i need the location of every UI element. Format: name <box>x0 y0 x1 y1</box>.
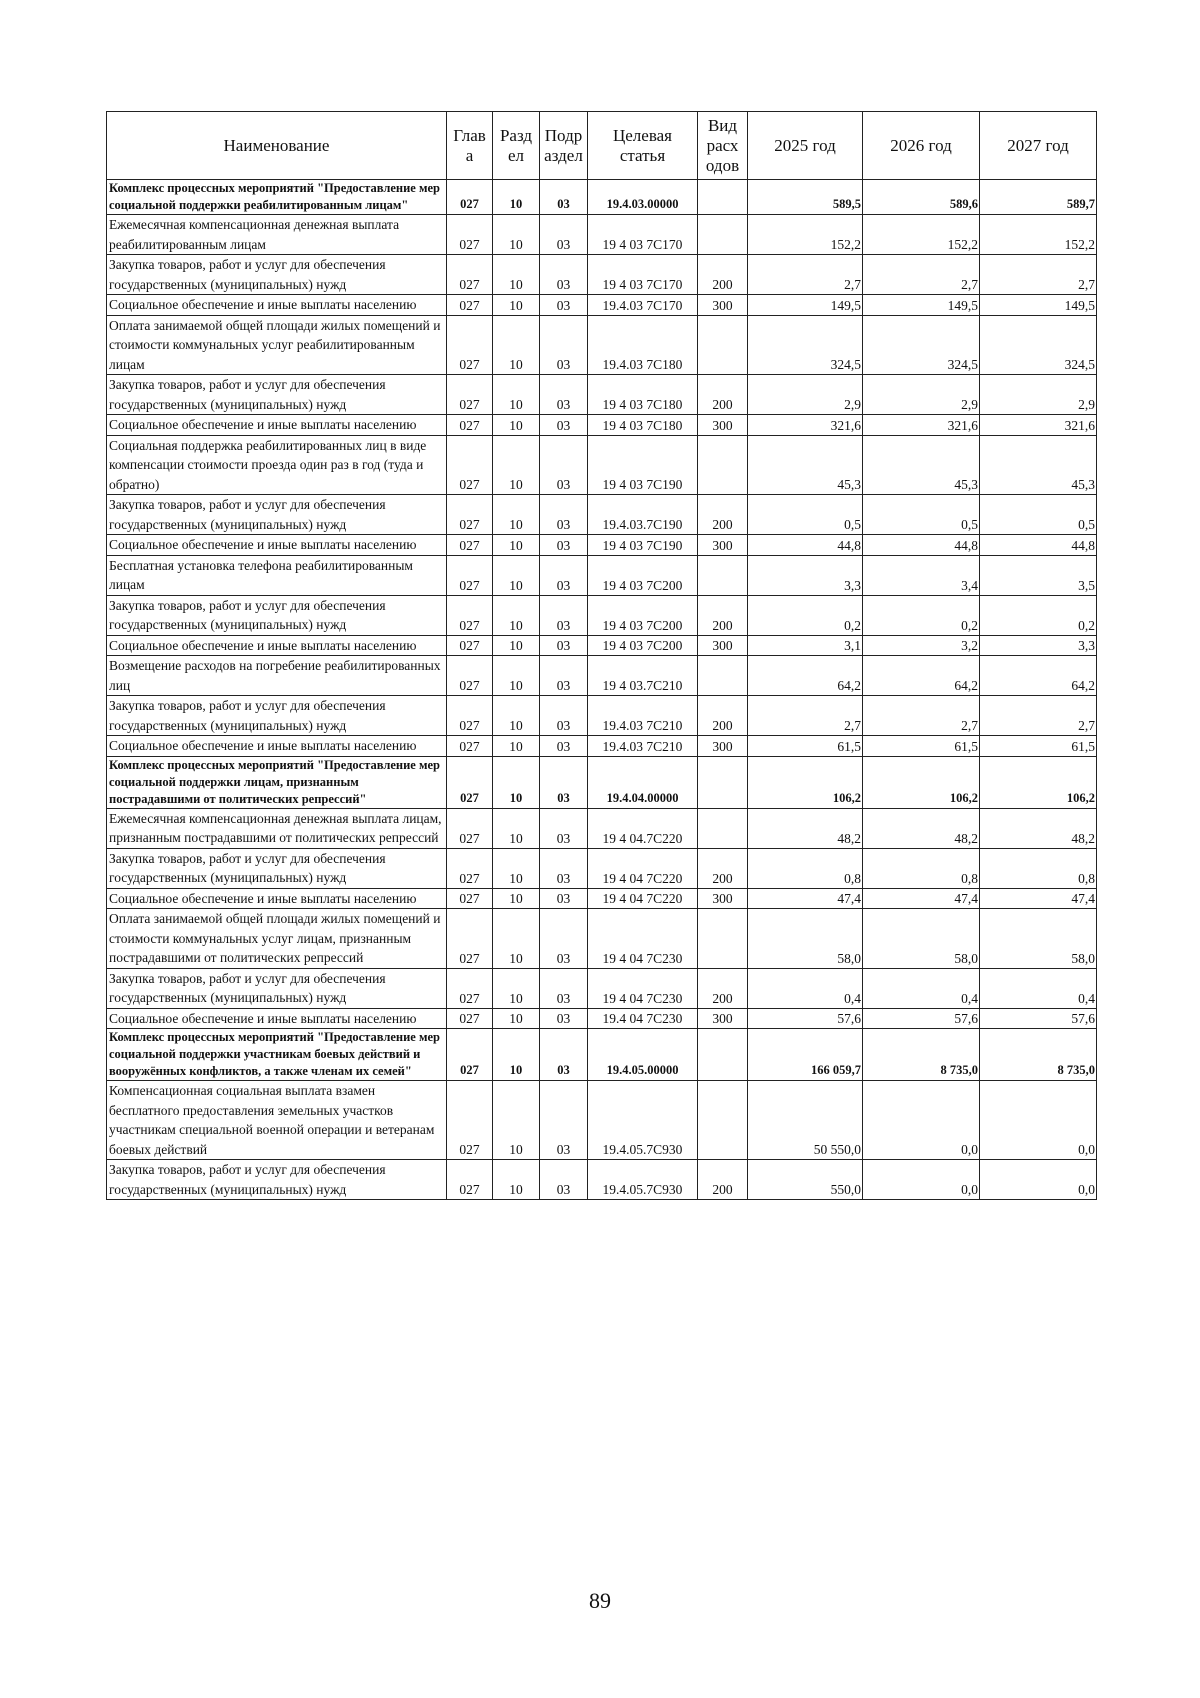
cell-type: 300 <box>698 888 748 909</box>
cell-2027: 2,7 <box>980 255 1097 295</box>
table-row <box>107 180 1097 215</box>
table-row <box>107 808 1097 848</box>
header-2025: 2025 год <box>748 112 863 180</box>
cell-subsection: 03 <box>540 888 588 909</box>
cell-2026: 57,6 <box>863 1008 980 1029</box>
cell-name: Комплекс процессных мероприятий "Предоставление мер социальной поддержки участникам боевых действий и вооружённых конфликтов, а также членам их семей" <box>107 1029 447 1081</box>
cell-chapter: 027 <box>447 315 493 375</box>
cell-chapter: 027 <box>447 808 493 848</box>
cell-2026: 0,5 <box>863 495 980 535</box>
cell-2025: 45,3 <box>748 435 863 495</box>
table-row <box>107 968 1097 1008</box>
cell-name: Ежемесячная компенсационная денежная выплата реабилитированным лицам <box>107 215 447 255</box>
cell-target: 19.4.04.00000 <box>588 756 698 808</box>
cell-name: Социальное обеспечение и иные выплаты населению <box>107 535 447 556</box>
cell-2027: 2,7 <box>980 696 1097 736</box>
cell-2025: 48,2 <box>748 808 863 848</box>
cell-2025: 0,5 <box>748 495 863 535</box>
cell-2026: 321,6 <box>863 415 980 436</box>
cell-chapter: 027 <box>447 1029 493 1081</box>
cell-section: 10 <box>493 635 540 656</box>
table-row <box>107 375 1097 415</box>
cell-section: 10 <box>493 756 540 808</box>
cell-subsection: 03 <box>540 968 588 1008</box>
cell-type <box>698 180 748 215</box>
cell-2026: 149,5 <box>863 295 980 316</box>
cell-2025: 44,8 <box>748 535 863 556</box>
cell-2026: 0,4 <box>863 968 980 1008</box>
cell-section: 10 <box>493 909 540 969</box>
cell-2027: 48,2 <box>980 808 1097 848</box>
cell-2026: 61,5 <box>863 736 980 757</box>
cell-section: 10 <box>493 295 540 316</box>
cell-target: 19.4.05.00000 <box>588 1029 698 1081</box>
cell-chapter: 027 <box>447 736 493 757</box>
cell-2026: 2,7 <box>863 696 980 736</box>
cell-2025: 2,9 <box>748 375 863 415</box>
header-subsection: Подр аздел <box>540 112 588 180</box>
cell-chapter: 027 <box>447 295 493 316</box>
cell-type: 200 <box>698 495 748 535</box>
cell-2026: 44,8 <box>863 535 980 556</box>
cell-section: 10 <box>493 968 540 1008</box>
page-number: 89 <box>589 1588 611 1613</box>
table-row <box>107 1081 1097 1160</box>
cell-chapter: 027 <box>447 595 493 635</box>
cell-type: 300 <box>698 736 748 757</box>
header-2027: 2027 год <box>980 112 1097 180</box>
cell-2026: 0,0 <box>863 1160 980 1200</box>
cell-type: 200 <box>698 255 748 295</box>
cell-name: Закупка товаров, работ и услуг для обеспечения государственных (муниципальных) нужд <box>107 255 447 295</box>
cell-2027: 47,4 <box>980 888 1097 909</box>
table-row <box>107 736 1097 757</box>
cell-type: 300 <box>698 295 748 316</box>
cell-subsection: 03 <box>540 756 588 808</box>
cell-section: 10 <box>493 1008 540 1029</box>
cell-subsection: 03 <box>540 375 588 415</box>
cell-2026: 64,2 <box>863 656 980 696</box>
cell-subsection: 03 <box>540 495 588 535</box>
cell-type: 200 <box>698 375 748 415</box>
cell-subsection: 03 <box>540 1029 588 1081</box>
table-row <box>107 435 1097 495</box>
cell-target: 19 4 03 7С200 <box>588 595 698 635</box>
cell-subsection: 03 <box>540 1008 588 1029</box>
cell-2025: 550,0 <box>748 1160 863 1200</box>
table-row <box>107 1029 1097 1081</box>
cell-section: 10 <box>493 1029 540 1081</box>
cell-name: Оплата занимаемой общей площади жилых помещений и стоимости коммунальных услуг реабилитированным лицам <box>107 315 447 375</box>
cell-section: 10 <box>493 435 540 495</box>
cell-chapter: 027 <box>447 1160 493 1200</box>
cell-target: 19.4.05.7С930 <box>588 1160 698 1200</box>
cell-type <box>698 909 748 969</box>
cell-2025: 106,2 <box>748 756 863 808</box>
cell-2027: 64,2 <box>980 656 1097 696</box>
cell-2027: 57,6 <box>980 1008 1097 1029</box>
cell-section: 10 <box>493 696 540 736</box>
cell-target: 19.4.03.7С190 <box>588 495 698 535</box>
cell-name: Социальное обеспечение и иные выплаты населению <box>107 1008 447 1029</box>
cell-subsection: 03 <box>540 435 588 495</box>
table-row <box>107 756 1097 808</box>
cell-2027: 2,9 <box>980 375 1097 415</box>
cell-2026: 3,4 <box>863 555 980 595</box>
cell-section: 10 <box>493 736 540 757</box>
cell-subsection: 03 <box>540 315 588 375</box>
cell-type <box>698 435 748 495</box>
cell-2027: 106,2 <box>980 756 1097 808</box>
cell-2027: 321,6 <box>980 415 1097 436</box>
cell-target: 19 4 03 7С190 <box>588 535 698 556</box>
cell-subsection: 03 <box>540 555 588 595</box>
cell-2025: 50 550,0 <box>748 1081 863 1160</box>
cell-section: 10 <box>493 1160 540 1200</box>
table-row <box>107 595 1097 635</box>
cell-section: 10 <box>493 595 540 635</box>
cell-name: Закупка товаров, работ и услуг для обеспечения государственных (муниципальных) нужд <box>107 696 447 736</box>
cell-type: 200 <box>698 848 748 888</box>
cell-2025: 166 059,7 <box>748 1029 863 1081</box>
cell-2026: 0,0 <box>863 1081 980 1160</box>
cell-type <box>698 315 748 375</box>
cell-subsection: 03 <box>540 535 588 556</box>
cell-name: Социальное обеспечение и иные выплаты населению <box>107 635 447 656</box>
table-row <box>107 555 1097 595</box>
cell-chapter: 027 <box>447 415 493 436</box>
cell-name: Оплата занимаемой общей площади жилых помещений и стоимости коммунальных услуг лицам, признанным пострадавшими от политических репрессий <box>107 909 447 969</box>
cell-name: Социальное обеспечение и иные выплаты населению <box>107 736 447 757</box>
table-row <box>107 888 1097 909</box>
cell-target: 19 4 03 7С200 <box>588 635 698 656</box>
table-row <box>107 415 1097 436</box>
cell-section: 10 <box>493 656 540 696</box>
cell-name: Закупка товаров, работ и услуг для обеспечения государственных (муниципальных) нужд <box>107 848 447 888</box>
cell-chapter: 027 <box>447 180 493 215</box>
cell-2026: 3,2 <box>863 635 980 656</box>
cell-2026: 152,2 <box>863 215 980 255</box>
cell-2025: 589,5 <box>748 180 863 215</box>
cell-2025: 64,2 <box>748 656 863 696</box>
cell-target: 19.4 04 7С230 <box>588 1008 698 1029</box>
cell-2025: 61,5 <box>748 736 863 757</box>
cell-type: 200 <box>698 1160 748 1200</box>
cell-chapter: 027 <box>447 756 493 808</box>
cell-chapter: 027 <box>447 909 493 969</box>
table-row <box>107 1008 1097 1029</box>
cell-2026: 589,6 <box>863 180 980 215</box>
cell-target: 19 4 04 7С220 <box>588 888 698 909</box>
cell-type: 300 <box>698 635 748 656</box>
cell-2027: 44,8 <box>980 535 1097 556</box>
cell-section: 10 <box>493 180 540 215</box>
cell-2025: 0,8 <box>748 848 863 888</box>
cell-2027: 0,5 <box>980 495 1097 535</box>
cell-2025: 58,0 <box>748 909 863 969</box>
cell-2027: 152,2 <box>980 215 1097 255</box>
cell-section: 10 <box>493 315 540 375</box>
cell-2027: 0,0 <box>980 1081 1097 1160</box>
cell-2026: 47,4 <box>863 888 980 909</box>
cell-type <box>698 808 748 848</box>
cell-target: 19 4 03 7С180 <box>588 415 698 436</box>
table-row <box>107 255 1097 295</box>
cell-name: Закупка товаров, работ и услуг для обеспечения государственных (муниципальных) нужд <box>107 375 447 415</box>
cell-target: 19 4 03.7С210 <box>588 656 698 696</box>
cell-type: 200 <box>698 595 748 635</box>
cell-subsection: 03 <box>540 635 588 656</box>
cell-section: 10 <box>493 555 540 595</box>
cell-2025: 3,3 <box>748 555 863 595</box>
cell-subsection: 03 <box>540 696 588 736</box>
cell-2026: 8 735,0 <box>863 1029 980 1081</box>
table-row <box>107 656 1097 696</box>
cell-type <box>698 1081 748 1160</box>
cell-section: 10 <box>493 415 540 436</box>
cell-2025: 2,7 <box>748 255 863 295</box>
cell-chapter: 027 <box>447 375 493 415</box>
cell-chapter: 027 <box>447 888 493 909</box>
cell-chapter: 027 <box>447 848 493 888</box>
cell-type <box>698 656 748 696</box>
cell-2027: 0,4 <box>980 968 1097 1008</box>
cell-section: 10 <box>493 495 540 535</box>
cell-type <box>698 756 748 808</box>
cell-target: 19.4.03 7С210 <box>588 696 698 736</box>
cell-2027: 0,2 <box>980 595 1097 635</box>
cell-chapter: 027 <box>447 535 493 556</box>
cell-type: 200 <box>698 696 748 736</box>
table-row <box>107 295 1097 316</box>
cell-subsection: 03 <box>540 848 588 888</box>
cell-2027: 0,0 <box>980 1160 1097 1200</box>
header-2026: 2026 год <box>863 112 980 180</box>
cell-name: Комплекс процессных мероприятий "Предоставление мер социальной поддержки лицам, признанным пострадавшими от политических репрессий" <box>107 756 447 808</box>
cell-chapter: 027 <box>447 656 493 696</box>
header-name: Наименование <box>107 112 447 180</box>
table-row <box>107 495 1097 535</box>
cell-section: 10 <box>493 255 540 295</box>
cell-target: 19 4 04 7С230 <box>588 968 698 1008</box>
cell-2027: 45,3 <box>980 435 1097 495</box>
cell-chapter: 027 <box>447 968 493 1008</box>
header-chapter: Глав а <box>447 112 493 180</box>
cell-2027: 61,5 <box>980 736 1097 757</box>
table-header-row <box>107 112 1097 180</box>
cell-target: 19.4.05.7С930 <box>588 1081 698 1160</box>
cell-2027: 3,5 <box>980 555 1097 595</box>
cell-chapter: 027 <box>447 215 493 255</box>
header-type: Вид расх одов <box>698 112 748 180</box>
cell-2025: 324,5 <box>748 315 863 375</box>
cell-chapter: 027 <box>447 635 493 656</box>
cell-type: 200 <box>698 968 748 1008</box>
table-row <box>107 215 1097 255</box>
cell-target: 19.4.03.00000 <box>588 180 698 215</box>
cell-target: 19.4.03 7С180 <box>588 315 698 375</box>
cell-target: 19.4.03 7С170 <box>588 295 698 316</box>
cell-2025: 3,1 <box>748 635 863 656</box>
cell-name: Закупка товаров, работ и услуг для обеспечения государственных (муниципальных) нужд <box>107 595 447 635</box>
cell-type <box>698 1029 748 1081</box>
cell-name: Социальное обеспечение и иные выплаты населению <box>107 295 447 316</box>
cell-target: 19 4 04 7С220 <box>588 848 698 888</box>
cell-name: Закупка товаров, работ и услуг для обеспечения государственных (муниципальных) нужд <box>107 968 447 1008</box>
cell-2026: 58,0 <box>863 909 980 969</box>
cell-section: 10 <box>493 215 540 255</box>
cell-2027: 8 735,0 <box>980 1029 1097 1081</box>
cell-subsection: 03 <box>540 1160 588 1200</box>
cell-name: Социальное обеспечение и иные выплаты населению <box>107 415 447 436</box>
table-row <box>107 315 1097 375</box>
cell-2025: 57,6 <box>748 1008 863 1029</box>
cell-target: 19 4 04 7С230 <box>588 909 698 969</box>
cell-subsection: 03 <box>540 595 588 635</box>
cell-2025: 0,2 <box>748 595 863 635</box>
cell-2026: 48,2 <box>863 808 980 848</box>
cell-target: 19.4.03 7С210 <box>588 736 698 757</box>
cell-2027: 58,0 <box>980 909 1097 969</box>
cell-2025: 149,5 <box>748 295 863 316</box>
cell-2026: 0,2 <box>863 595 980 635</box>
table-row <box>107 1160 1097 1200</box>
cell-target: 19 4 03 7С190 <box>588 435 698 495</box>
cell-type: 300 <box>698 415 748 436</box>
cell-2026: 324,5 <box>863 315 980 375</box>
table-row <box>107 535 1097 556</box>
cell-section: 10 <box>493 808 540 848</box>
cell-subsection: 03 <box>540 255 588 295</box>
cell-target: 19 4 03 7С200 <box>588 555 698 595</box>
table-row <box>107 848 1097 888</box>
cell-2027: 324,5 <box>980 315 1097 375</box>
cell-subsection: 03 <box>540 415 588 436</box>
cell-subsection: 03 <box>540 736 588 757</box>
header-target: Целевая статья <box>588 112 698 180</box>
cell-section: 10 <box>493 888 540 909</box>
cell-subsection: 03 <box>540 808 588 848</box>
cell-section: 10 <box>493 848 540 888</box>
cell-subsection: 03 <box>540 180 588 215</box>
cell-2025: 152,2 <box>748 215 863 255</box>
budget-table <box>106 111 1097 1200</box>
cell-name: Социальное обеспечение и иные выплаты населению <box>107 888 447 909</box>
cell-2026: 2,9 <box>863 375 980 415</box>
cell-name: Закупка товаров, работ и услуг для обеспечения государственных (муниципальных) нужд <box>107 1160 447 1200</box>
cell-name: Социальная поддержка реабилитированных лиц в виде компенсации стоимости проезда один раз в год (туда и обратно) <box>107 435 447 495</box>
table-row <box>107 909 1097 969</box>
cell-2025: 47,4 <box>748 888 863 909</box>
cell-2027: 0,8 <box>980 848 1097 888</box>
cell-chapter: 027 <box>447 696 493 736</box>
cell-chapter: 027 <box>447 1008 493 1029</box>
cell-2026: 45,3 <box>863 435 980 495</box>
cell-section: 10 <box>493 535 540 556</box>
cell-type: 300 <box>698 1008 748 1029</box>
cell-name: Бесплатная установка телефона реабилитированным лицам <box>107 555 447 595</box>
cell-subsection: 03 <box>540 215 588 255</box>
cell-target: 19 4 03 7С170 <box>588 255 698 295</box>
cell-section: 10 <box>493 1081 540 1160</box>
cell-subsection: 03 <box>540 909 588 969</box>
cell-chapter: 027 <box>447 255 493 295</box>
cell-2027: 149,5 <box>980 295 1097 316</box>
cell-target: 19 4 04.7С220 <box>588 808 698 848</box>
cell-subsection: 03 <box>540 295 588 316</box>
table-row <box>107 696 1097 736</box>
cell-chapter: 027 <box>447 495 493 535</box>
cell-subsection: 03 <box>540 656 588 696</box>
table-body <box>107 180 1097 1200</box>
cell-name: Закупка товаров, работ и услуг для обеспечения государственных (муниципальных) нужд <box>107 495 447 535</box>
cell-type: 300 <box>698 535 748 556</box>
cell-chapter: 027 <box>447 435 493 495</box>
cell-target: 19 4 03 7С180 <box>588 375 698 415</box>
cell-2025: 321,6 <box>748 415 863 436</box>
cell-2026: 0,8 <box>863 848 980 888</box>
table-row <box>107 635 1097 656</box>
cell-target: 19 4 03 7С170 <box>588 215 698 255</box>
cell-2026: 2,7 <box>863 255 980 295</box>
cell-type <box>698 215 748 255</box>
cell-2027: 589,7 <box>980 180 1097 215</box>
cell-2026: 106,2 <box>863 756 980 808</box>
cell-subsection: 03 <box>540 1081 588 1160</box>
cell-name: Компенсационная социальная выплата взамен бесплатного предоставления земельных участков участникам специальной военной операции и ветеранам боевых действий <box>107 1081 447 1160</box>
cell-chapter: 027 <box>447 555 493 595</box>
cell-chapter: 027 <box>447 1081 493 1160</box>
cell-2027: 3,3 <box>980 635 1097 656</box>
cell-2025: 0,4 <box>748 968 863 1008</box>
cell-name: Ежемесячная компенсационная денежная выплата лицам, признанным пострадавшими от политических репрессий <box>107 808 447 848</box>
cell-name: Возмещение расходов на погребение реабилитированных лиц <box>107 656 447 696</box>
header-section: Разд ел <box>493 112 540 180</box>
cell-name: Комплекс процессных мероприятий "Предоставление мер социальной поддержки реабилитированным лицам" <box>107 180 447 215</box>
cell-section: 10 <box>493 375 540 415</box>
cell-2025: 2,7 <box>748 696 863 736</box>
cell-type <box>698 555 748 595</box>
